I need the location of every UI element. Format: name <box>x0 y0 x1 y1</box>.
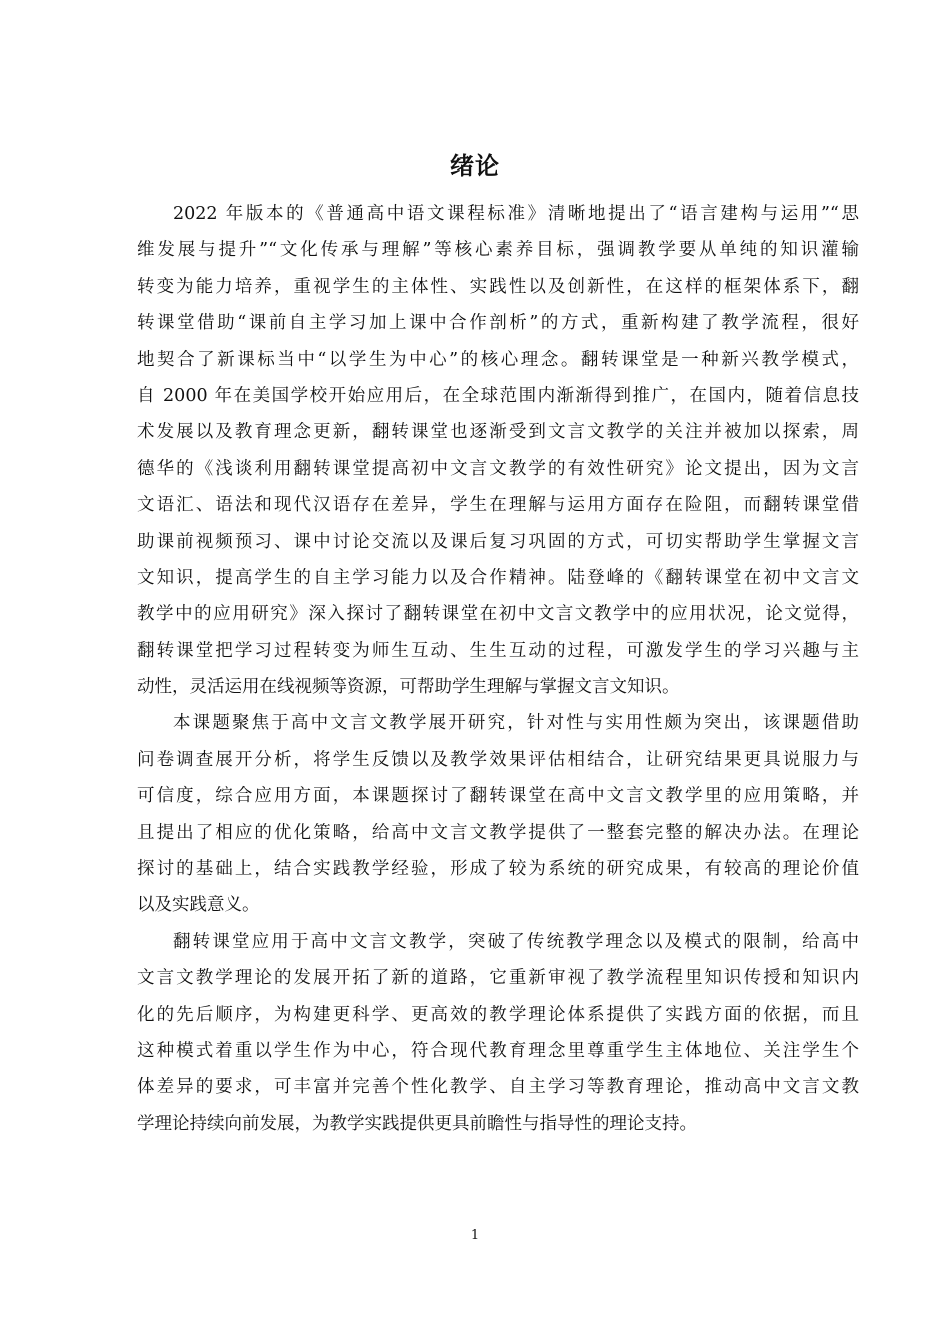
text-line: 文知识，提高学生的自主学习能力以及合作精神。陆登峰的《翻转课堂在初中文言文 <box>137 567 859 588</box>
text-line: 本课题聚焦于高中文言文教学展开研究，针对性与实用性颇为突出，该课题借助 <box>173 713 859 734</box>
text-line: 德华的《浅谈利用翻转课堂提高初中文言文教学的有效性研究》论文提出，因为文言 <box>137 458 859 479</box>
body-text <box>137 196 859 1142</box>
text-line: 翻转课堂把学习过程转变为师生互动、生生互动的过程，可激发学生的学习兴趣与主 <box>137 640 859 661</box>
paragraph-3 <box>137 924 859 1142</box>
text-line: 术发展以及教育理念更新，翻转课堂也逐渐受到文言文教学的关注并被加以探索，周 <box>137 422 859 443</box>
text-line: 转课堂借助“课前自主学习加上课中合作剖析”的方式，重新构建了教学流程，很好 <box>137 313 859 334</box>
text-line: 转变为能力培养，重视学生的主体性、实践性以及创新性，在这样的框架体系下，翻 <box>137 276 859 297</box>
text-line: 可信度，综合应用方面，本课题探讨了翻转课堂在高中文言文教学里的应用策略，并 <box>137 786 859 807</box>
text-line: 翻转课堂应用于高中文言文教学，突破了传统教学理念以及模式的限制，给高中 <box>173 931 859 952</box>
page-number: 1 <box>470 1228 480 1243</box>
text-line: 动性，灵活运用在线视频等资源，可帮助学生理解与掌握文言文知识。 <box>137 677 680 698</box>
text-line: 文言文教学理论的发展开拓了新的道路，它重新审视了教学流程里知识传授和知识内 <box>137 968 859 989</box>
text-line: 这种模式着重以学生作为中心，符合现代教育理念里尊重学生主体地位、关注学生个 <box>137 1040 859 1061</box>
text-line: 学理论持续向前发展，为教学实践提供更具前瞻性与指导性的理论支持。 <box>137 1113 697 1134</box>
paragraph-1 <box>137 196 859 705</box>
text-line: 问卷调查展开分析，将学生反馈以及教学效果评估相结合，让研究结果更具说服力与 <box>137 749 859 770</box>
text-line: 以及实践意义。 <box>137 895 260 916</box>
text-line: 探讨的基础上，结合实践教学经验，形成了较为系统的研究成果，有较高的理论价值 <box>137 859 859 880</box>
text-line: 助课前视频预习、课中讨论交流以及课后复习巩固的方式，可切实帮助学生掌握文言 <box>137 531 859 552</box>
paragraph-2 <box>137 705 859 923</box>
text-line: 地契合了新课标当中“以学生为中心”的核心理念。翻转课堂是一种新兴教学模式， <box>137 349 859 370</box>
text-line: 教学中的应用研究》深入探讨了翻转课堂在初中文言文教学中的应用状况，论文觉得， <box>137 604 859 625</box>
text-line: 文语汇、语法和现代汉语存在差异，学生在理解与运用方面存在险阻，而翻转课堂借 <box>137 495 859 516</box>
text-line: 自 2000 年在美国学校开始应用后，在全球范围内渐渐得到推广，在国内，随着信息技 <box>137 385 859 406</box>
text-line: 2022 年版本的《普通高中语文课程标准》清晰地提出了“语言建构与运用”“思 <box>173 204 859 224</box>
text-line: 且提出了相应的优化策略，给高中文言文教学提供了一整套完整的解决办法。在理论 <box>137 822 859 843</box>
text-line: 维发展与提升”“文化传承与理解”等核心素养目标，强调教学要从单纯的知识灌输 <box>137 240 859 261</box>
page-title: 绪论 <box>450 152 500 180</box>
text-line: 化的先后顺序，为构建更科学、更高效的教学理论体系提供了实践方面的依据，而且 <box>137 1004 859 1025</box>
text-line: 体差异的要求，可丰富并完善个性化教学、自主学习等教育理论，推动高中文言文教 <box>137 1077 859 1098</box>
